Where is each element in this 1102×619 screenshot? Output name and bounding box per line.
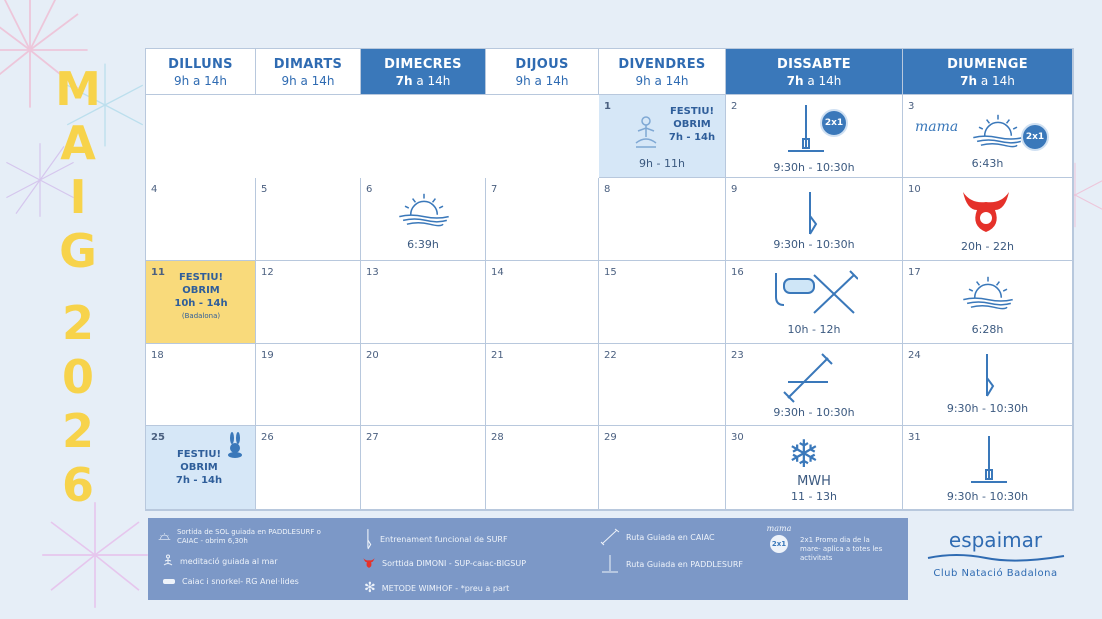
day-number: 20 (366, 350, 379, 361)
activity-icon (969, 111, 1027, 149)
day-hours (361, 74, 485, 88)
sunrise-icon (959, 273, 1017, 311)
holiday-notice (663, 105, 721, 144)
activity-icon (770, 269, 858, 319)
title-letter: 2 (61, 296, 94, 350)
day-header (726, 49, 903, 95)
legend-text: Sortida de SOL guiada en PADDLESURF o CAIAC - obrim 6,30h (176, 528, 321, 545)
day-cell[interactable] (599, 261, 726, 344)
day-name: DISSABTE (777, 57, 851, 72)
open-hours (663, 131, 721, 144)
open-hours-start: 10h (174, 298, 196, 309)
day-cell[interactable] (486, 178, 599, 261)
day-hours (486, 74, 598, 88)
activity-icon (969, 434, 1009, 486)
activity-icon (226, 432, 244, 458)
hours-bold: 7h (395, 74, 413, 88)
mama-script: mama (766, 524, 792, 533)
activity-icon (788, 434, 820, 474)
day-number: 5 (261, 184, 268, 195)
day-cell[interactable] (599, 426, 726, 510)
activity-time: 9:30h - 10:30h (946, 402, 1029, 415)
day-cell[interactable] (726, 178, 903, 261)
day-number: 7 (491, 184, 498, 195)
legend-text: Sorttida DIMONI - SUP-caiac-BIGSUP (382, 558, 527, 568)
hours-text: 9h a 14h (635, 74, 689, 88)
paddle-icon (600, 528, 620, 546)
calendar-grid (145, 48, 1074, 511)
open-hours-end: - 14h (195, 298, 228, 309)
day-number: 1 (604, 101, 611, 112)
day-cell[interactable] (903, 178, 1073, 261)
logo-brand: espaimar (948, 528, 1043, 552)
hours-text: a 14h (803, 74, 842, 88)
day-header (903, 49, 1073, 95)
day-header (486, 49, 599, 95)
kayak-paddle-icon (782, 352, 834, 404)
day-cell[interactable] (486, 344, 599, 426)
activity-icon (1021, 123, 1049, 151)
day-hours (146, 74, 255, 88)
day-number: 3 (908, 101, 915, 112)
day-number: 13 (366, 267, 379, 278)
snorkel-kayak-icon (770, 269, 858, 319)
day-number: 4 (151, 184, 158, 195)
day-cell[interactable] (903, 344, 1073, 426)
day-number: 27 (366, 432, 379, 443)
open-hours (156, 297, 246, 310)
activity-label: MWH (797, 474, 831, 489)
day-cell[interactable] (726, 95, 903, 178)
legend-text: Ruta Guiada en PADDLESURF (626, 559, 744, 569)
wave-icon (926, 552, 1066, 562)
day-number: 16 (731, 267, 744, 278)
day-number: 8 (604, 184, 611, 195)
day-number: 9 (731, 184, 738, 195)
day-name: DILLUNS (168, 57, 233, 72)
day-cell[interactable] (256, 344, 361, 426)
day-name: DIUMENGE (947, 57, 1028, 72)
day-cell[interactable] (361, 344, 486, 426)
day-cell[interactable] (146, 344, 256, 426)
promo-badge-icon: 2x1 (1021, 123, 1049, 151)
day-cell[interactable] (726, 261, 903, 344)
promo-badge-label: 2x1 (771, 540, 787, 548)
activity-time: 20h - 22h (961, 240, 1014, 253)
open-hours-end: - 14h (682, 132, 716, 143)
open-hours-start: 7h (668, 132, 683, 143)
activity-icon (782, 352, 834, 404)
day-hours (256, 74, 360, 88)
day-number: 26 (261, 432, 274, 443)
legend-text: Caiac i snorkel- RG Anel·lides (182, 576, 299, 586)
activity-icon (983, 352, 997, 400)
legend-item-dimoni (362, 556, 526, 570)
activity-time: 9:30h - 10:30h (773, 161, 855, 174)
day-cell[interactable] (726, 344, 903, 426)
day-cell[interactable] (903, 426, 1073, 510)
day-cell[interactable] (903, 261, 1073, 344)
title-letter: 6 (61, 458, 94, 512)
snorkel-icon (162, 576, 176, 586)
meditation-icon (162, 554, 174, 568)
espaimar-logo (918, 528, 1073, 579)
activity-icon (806, 190, 820, 238)
activity-time: 9:30h - 10:30h (773, 238, 855, 251)
hours-bold: 7h (960, 74, 978, 88)
activity-time: 9:30h - 10:30h (946, 490, 1029, 503)
day-number: 14 (491, 267, 504, 278)
title-letter: G (59, 224, 97, 278)
legend-text: Ruta Guiada en CAIAC (626, 532, 715, 542)
day-cell[interactable] (599, 344, 726, 426)
logo-subtitle: Club Natació Badalona (933, 568, 1058, 579)
day-number: 6 (366, 184, 373, 195)
day-number: 28 (491, 432, 504, 443)
legend-item-surf (364, 528, 508, 550)
day-number: 23 (731, 350, 744, 361)
day-header (256, 49, 361, 95)
activity-icon (959, 273, 1017, 311)
day-header (361, 49, 486, 95)
legend-item-paddle (600, 554, 743, 574)
open-label: OBRIM (182, 285, 220, 296)
day-number: 24 (908, 350, 921, 361)
day-cell[interactable] (256, 261, 361, 344)
hours-text: a 14h (412, 74, 451, 88)
sunrise-icon (969, 111, 1027, 149)
activity-icon (395, 190, 453, 228)
day-number: 19 (261, 350, 274, 361)
day-cell[interactable] (256, 426, 361, 510)
legend-item-promo (764, 524, 886, 563)
day-cell[interactable] (599, 178, 726, 261)
legend-item-snorkel (162, 576, 299, 586)
holiday-notice (156, 271, 246, 323)
day-number: 31 (908, 432, 921, 443)
holiday-label: FESTIU! (176, 449, 222, 460)
title-letter: A (60, 116, 96, 170)
day-number: 12 (261, 267, 274, 278)
day-name: DIMECRES (384, 57, 462, 72)
day-number: 22 (604, 350, 617, 361)
day-hours (903, 74, 1072, 88)
month-year-title (48, 62, 108, 512)
legend-text: Entrenament funcional de SURF (380, 534, 508, 544)
hours-text: 9h a 14h (515, 74, 569, 88)
day-number: 10 (908, 184, 921, 195)
open-label: OBRIM (180, 462, 218, 473)
day-cell[interactable] (146, 261, 256, 344)
day-cell[interactable] (361, 178, 486, 261)
legend-item-wimhof (364, 580, 509, 596)
day-cell[interactable] (486, 426, 599, 510)
day-header (599, 49, 726, 95)
day-number: 25 (151, 432, 165, 443)
day-cell[interactable] (146, 178, 256, 261)
day-cell[interactable] (256, 178, 361, 261)
legend-text: meditació guiada al mar (180, 556, 278, 566)
activity-time: 10h - 12h (787, 323, 841, 336)
day-cell[interactable] (146, 426, 256, 510)
day-number: 15 (604, 267, 617, 278)
day-hours (726, 74, 902, 88)
day-number: 30 (731, 432, 744, 443)
day-name: DIMARTS (273, 57, 343, 72)
day-header (146, 49, 256, 95)
day-cell[interactable] (486, 261, 599, 344)
meditation-icon (633, 115, 659, 151)
sunrise-icon (158, 530, 171, 544)
legend-item-caiac (600, 528, 715, 546)
hours-text: 9h a 14h (173, 74, 228, 88)
paddleboard-icon (600, 554, 620, 574)
activity-time: 6:28h (971, 323, 1004, 336)
day-cell[interactable] (726, 426, 903, 510)
title-letter: 2 (61, 404, 94, 458)
activity-icon (959, 190, 1013, 234)
snowflake-icon: ✻ (364, 580, 376, 596)
day-number: 2 (731, 101, 738, 112)
legend-text: 2x1 Promo dia de la mare- aplica a totes les activitats (800, 536, 883, 562)
activity-icon (633, 115, 659, 151)
sunrise-icon (395, 190, 453, 228)
day-number: 17 (908, 267, 921, 278)
hours-text: a 14h (977, 74, 1015, 88)
activity-time: 6:39h (407, 238, 439, 251)
surfboard-icon (806, 190, 820, 238)
legend-panel (148, 518, 908, 600)
activity-time: 9h - 11h (639, 157, 685, 170)
bunny-icon (226, 432, 244, 458)
hours-text: 9h a 14h (281, 74, 335, 88)
devil-icon (959, 190, 1013, 234)
day-number: 18 (151, 350, 164, 361)
day-cell[interactable] (361, 261, 486, 344)
holiday-label: FESTIU! (178, 272, 224, 283)
day-cell[interactable] (599, 95, 726, 178)
day-name: DIVENDRES (618, 57, 706, 72)
title-letter: M (55, 62, 101, 116)
legend-item-meditation (162, 554, 278, 568)
surfboard-icon (983, 352, 997, 400)
mama-script: mama (915, 119, 959, 135)
title-letter: I (69, 170, 87, 224)
day-hours (599, 74, 725, 88)
promo-badge-icon: 2x1 (820, 109, 848, 137)
place-label: (Badalona) (181, 312, 221, 320)
hours-bold: 7h (786, 74, 804, 88)
activity-icon (820, 109, 848, 137)
activity-time: 9:30h - 10:30h (773, 406, 855, 419)
promo-badge-icon (770, 535, 788, 553)
legend-item-sun (158, 528, 333, 546)
open-hours (166, 474, 232, 487)
day-cell[interactable] (903, 95, 1073, 178)
open-label: OBRIM (673, 119, 711, 130)
day-number: 29 (604, 432, 617, 443)
holiday-notice (166, 448, 232, 487)
day-number: 11 (151, 267, 165, 278)
devil-icon (362, 556, 376, 570)
open-hours-end: - 14h (189, 475, 223, 486)
activity-time: 11 - 13h (791, 490, 837, 503)
activity-time: 6:43h (971, 157, 1004, 170)
title-letter: 0 (61, 350, 94, 404)
firework-decoration (40, 500, 150, 610)
legend-text: METODE WIMHOF - *preu a part (381, 583, 510, 593)
day-name: DIJOUS (515, 57, 569, 72)
surfboard-icon (364, 528, 374, 550)
snowflake-icon: ❄ (788, 432, 820, 476)
holiday-label: FESTIU! (669, 106, 715, 117)
open-hours-start: 7h (175, 475, 190, 486)
day-number: 21 (491, 350, 504, 361)
paddleboard-icon (969, 434, 1009, 486)
day-cell[interactable] (361, 426, 486, 510)
